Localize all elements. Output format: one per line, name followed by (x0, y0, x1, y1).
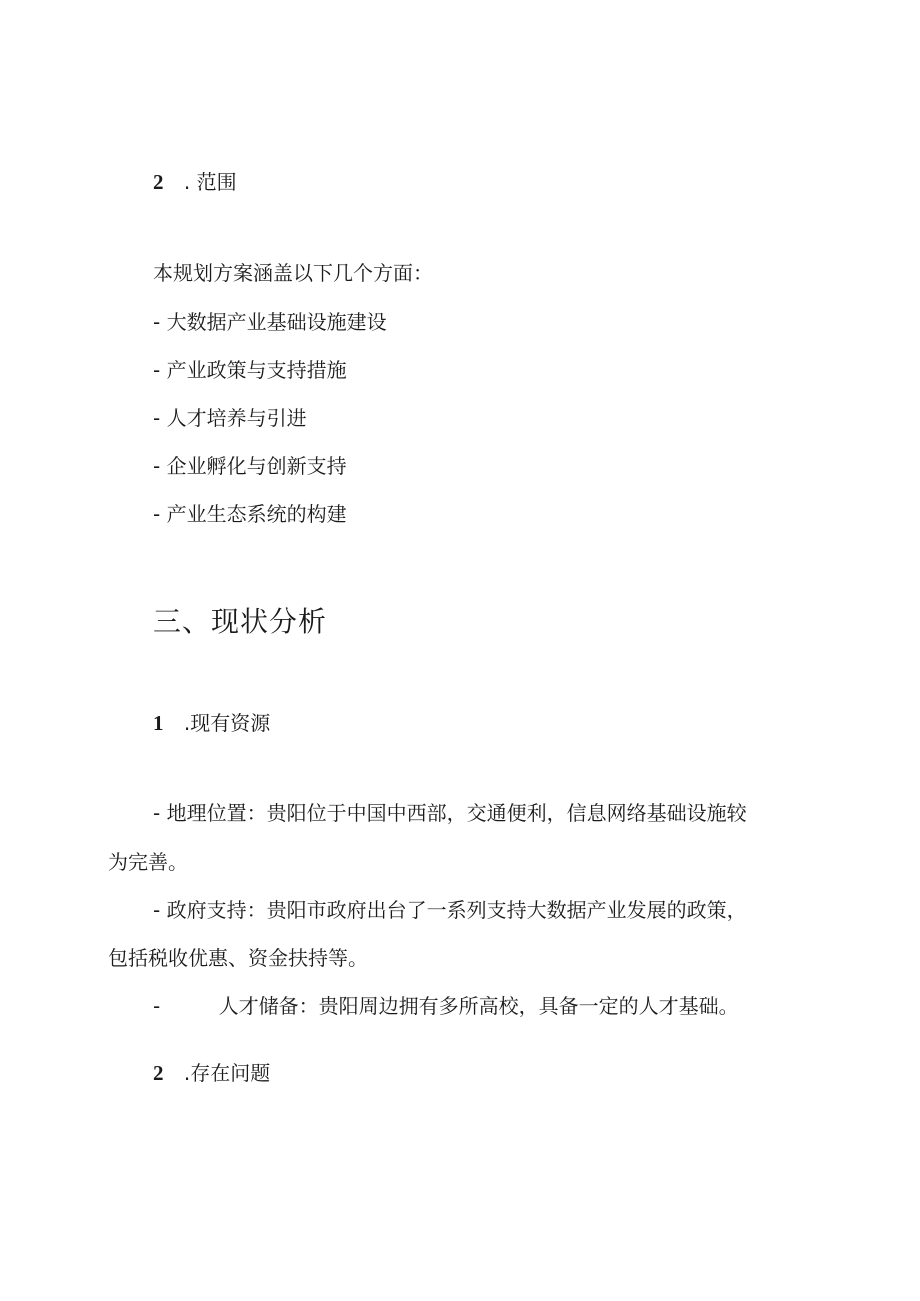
resource-geo-line1: - 地理位置：贵阳位于中国中西部，交通便利，信息网络基础设施较 (153, 801, 747, 825)
scope-heading-title: . 范围 (183, 170, 237, 194)
sub2-heading-number: 2 (153, 1061, 164, 1085)
resource-talent-text: 人才储备：贵阳周边拥有多所高校，具备一定的人才基础。 (218, 994, 739, 1018)
scope-intro: 本规划方案涵盖以下几个方面： (153, 261, 433, 285)
scope-item-2: - 产业政策与支持措施 (153, 358, 347, 382)
section-3-title: 三、现状分析 (153, 605, 328, 638)
scope-item-5: - 产业生态系统的构建 (153, 502, 347, 526)
sub1-heading (153, 710, 270, 736)
scope-item-1: - 大数据产业基础设施建设 (153, 310, 387, 334)
scope-item-4: - 企业孵化与创新支持 (153, 454, 347, 478)
sub2-heading (153, 1060, 270, 1086)
resource-talent-dash: - (153, 994, 161, 1018)
resource-gov-line2: 包括税收优惠、资金扶持等。 (108, 946, 368, 970)
scope-heading (153, 169, 237, 195)
sub1-heading-title: .现有资源 (183, 711, 271, 735)
scope-heading-number: 2 (153, 170, 164, 194)
sub1-heading-number: 1 (153, 711, 164, 735)
scope-item-3: - 人才培养与引进 (153, 406, 307, 430)
resource-talent (153, 993, 739, 1019)
resource-geo-line2: 为完善。 (108, 850, 188, 874)
resource-gov-line1: - 政府支持：贵阳市政府出台了一系列支持大数据产业发展的政策， (153, 898, 747, 922)
sub2-heading-title: .存在问题 (183, 1061, 271, 1085)
